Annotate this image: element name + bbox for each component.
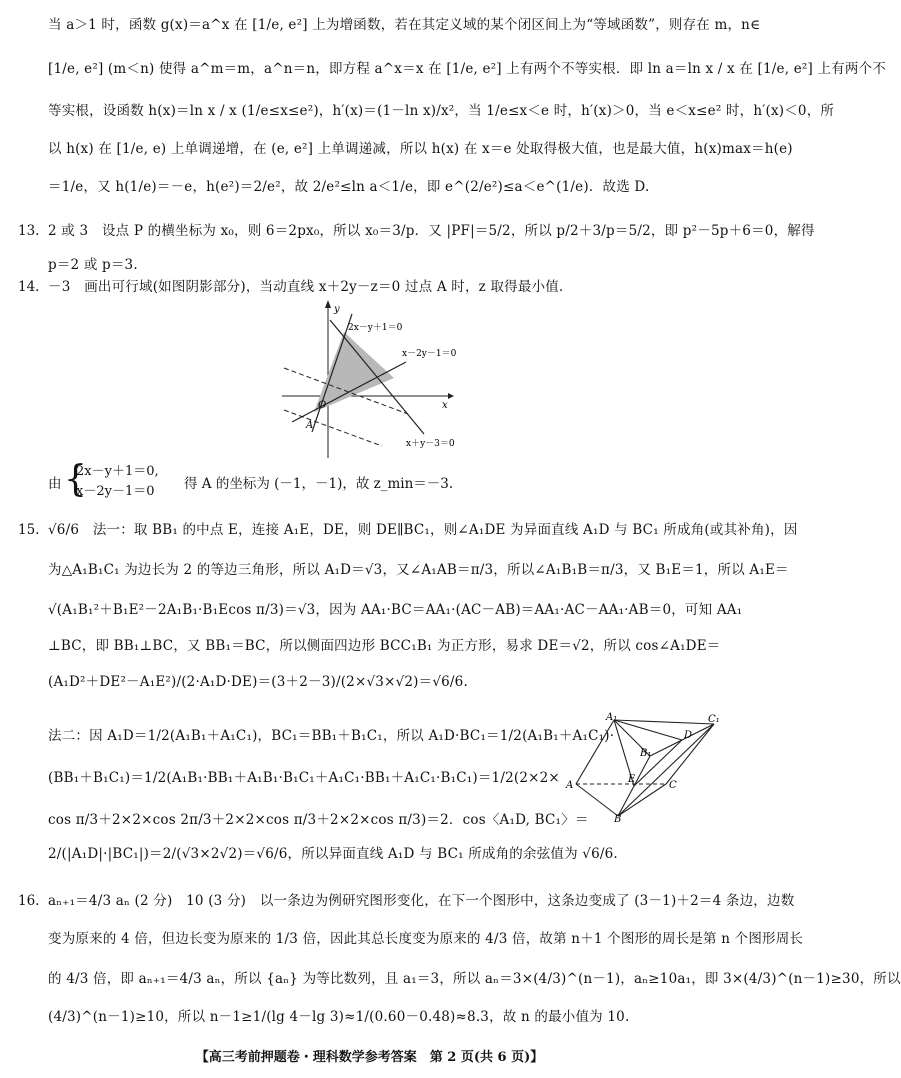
label-x: x [442,400,448,411]
q15-line-9: 2/(|A₁D|·|BC₁|)＝2/(√3×2√2)＝√6/6，所以异面直线 A₁D 与 BC₁ 所成角的余弦值为 √6/6. [48,846,618,862]
system-brace: { [64,459,87,500]
q12-line-3: 等实根，设函数 h(x)＝ln x / x (1/e≤x≤e²)，h′(x)＝(1－ln x)/x²，当 1/e≤x＜e 时，h′(x)＞0，当 e＜x≤e² 时，h′(x)＜0，所 [48,103,835,119]
q15-line-5: (A₁D²＋DE²－A₁E²)/(2·A₁D·DE)＝(3＋2－3)/(2×√3×√2)＝√6/6. [48,674,468,690]
q16-line-3: 的 4/3 倍，即 aₙ₊₁＝4/3 aₙ，所以 {aₙ} 为等比数列，且 a₁＝3，所以 aₙ＝3×(4/3)^(n－1)，aₙ≥10a₁，即 3×(4/3)^(n－1)≥30，所以 [48,971,901,987]
q15-line-4: ⊥BC，即 BB₁⊥BC，又 BB₁＝BC，所以侧面四边形 BCC₁B₁ 为正方形，易求 DE＝√2，所以 cos∠A₁DE＝ [48,638,721,654]
feasible-region-figure [282,300,457,458]
q14-system-eq2: x－2y－1＝0 [76,484,155,499]
label-c: C [669,780,677,791]
q15-line-3: √(A₁B₁²＋B₁E²－2A₁B₁·B₁Ecos π/3)＝√3，因为 AA₁·BC＝AA₁·(AC－AB)＝AA₁·AC－AA₁·AB＝0，可知 AA₁ [48,602,743,618]
q14-intro-text: －3 画出可行域(如图阴影部分)，当动直线 x＋2y－z＝0 过点 A 时，z 取得最小值． [48,279,573,295]
q13-number: 13. [18,223,40,239]
edge-a1-c1 [614,720,714,724]
q15-conclusion [48,838,718,870]
q12-line-5: ＝1/e，又 h(1/e)＝－e，h(e²)＝2/e²，故 2/e²≤ln a＜1/e，即 e^(2/e²)≤a＜e^(1/e)．故选 D. [48,179,650,195]
label-e: E [628,774,636,785]
label-y: y [334,304,340,315]
label-a: A [566,780,574,791]
q13-line-2: p＝2 或 p＝3. [48,257,138,273]
page-footer: 【高三考前押题卷・理科数学参考答案 第 2 页(共 6 页)】 [195,1050,544,1065]
label-origin: O [318,400,327,411]
label-b: B [614,814,622,825]
q15-number: 15. [18,522,40,538]
q15-method2 [48,720,615,836]
label-point-a: A [306,420,314,431]
q15-line-8: cos π/3＋2×2×cos 2π/3＋2×2×cos π/3＋2×2×cos π/3)＝2．cos〈A₁D, BC₁〉＝ [48,812,589,828]
q15-line-7: (BB₁＋B₁C₁)＝1/2(A₁B₁·BB₁＋A₁B₁·B₁C₁＋A₁C₁·BB₁＋A₁C₁·B₁C₁)＝1/2(2×2× [48,770,560,786]
q15-line-2: 为△A₁B₁C₁ 为边长为 2 的等边三角形，所以 A₁D＝√3，又∠A₁AB＝π/3，所以∠A₁B₁B＝π/3，又 B₁E＝1，所以 A₁E＝ [48,562,789,578]
dashed-line-2 [284,410,382,446]
q12-line-2: [1/e, e²] (m＜n) 使得 a^m＝m，a^n＝n，即方程 a^x＝x 在 [1/e, e²] 上有两个不等实根．即 ln a＝ln x / x 在 [1/e, e²] 上有两个不 [48,61,886,77]
q14-system-suffix: 得 A 的坐标为 (－1，－1)，故 z_min＝－3. [184,476,454,492]
edge-b-c [618,784,666,816]
q12-solution [48,8,886,204]
edge-a1-a [576,720,614,784]
q12-line-1: 当 a＞1 时，函数 g(x)＝a^x 在 [1/e, e²] 上为增函数，若在其定义域的某个闭区间上为“等域函数”，则存在 m，n∈ [48,17,761,33]
q15-line-1: √6/6 法一：取 BB₁ 的中点 E，连接 A₁E，DE，则 DE∥BC₁，则∠A₁DE 为异面直线 A₁D 与 BC₁ 所成角(或其补角)，因 [48,522,798,538]
q14-system [48,460,718,504]
prism-figure [566,712,726,825]
q12-line-4: 以 h(x) 在 [1/e, e) 上单调递增，在 (e, e²] 上单调递减，所以 h(x) 在 x＝e 处取得极大值，也是最大值，h(x)max＝h(e) [48,141,793,157]
q15-solution [48,514,798,698]
q16-line-2: 变为原来的 4 倍，但边长变为原来的 1/3 倍，因此其总长度变为原来的 4/3 倍，故第 n＋1 个图形的周长是第 n 个图形周长 [48,931,804,947]
x-axis-arrow [448,393,454,399]
q16-line-1: aₙ₊₁＝4/3 aₙ (2 分) 10 (3 分) 以一条边为例研究图形变化，在下一个图形中，这条边变成了 (3－1)＋2＝4 条边，边数 [48,893,795,909]
label-c1: C₁ [708,714,720,725]
label-a1: A₁ [606,712,618,723]
q15-line-6: 法二：因 A₁D＝1/2(A₁B₁＋A₁C₁)，BC₁＝BB₁＋B₁C₁，所以 A₁D·BC₁＝1/2(A₁B₁＋A₁C₁)· [48,728,615,744]
y-axis-arrow [325,300,331,308]
q16-number: 16. [18,893,40,909]
q14-number: 14. [18,279,40,295]
q16-line-4: (4/3)^(n－1)≥10，所以 n－1≥1/(lg 4－lg 3)≈1/(0.60－0.48)≈8.3，故 n 的最小值为 10. [48,1009,630,1025]
label-b1: B₁ [640,748,652,759]
q14-system-prefix: 由 [48,476,62,492]
q13-line-1: 2 或 3 设点 P 的横坐标为 x₀，则 6＝2px₀，所以 x₀＝3/p．又 |PF|＝5/2，所以 p/2＋3/p＝5/2，即 p²－5p＋6＝0，解得 [48,223,815,239]
label-line-2: x－2y－1＝0 [402,349,457,359]
q14-intro [48,272,718,302]
label-d: D [684,730,693,741]
q16-solution [48,884,901,1034]
label-line-1: 2x－y＋1＝0 [348,323,403,333]
edge-a-b [576,784,618,816]
label-line-3: x＋y－3＝0 [406,439,455,449]
q14-system-eq1: 2x－y＋1＝0, [76,464,159,479]
